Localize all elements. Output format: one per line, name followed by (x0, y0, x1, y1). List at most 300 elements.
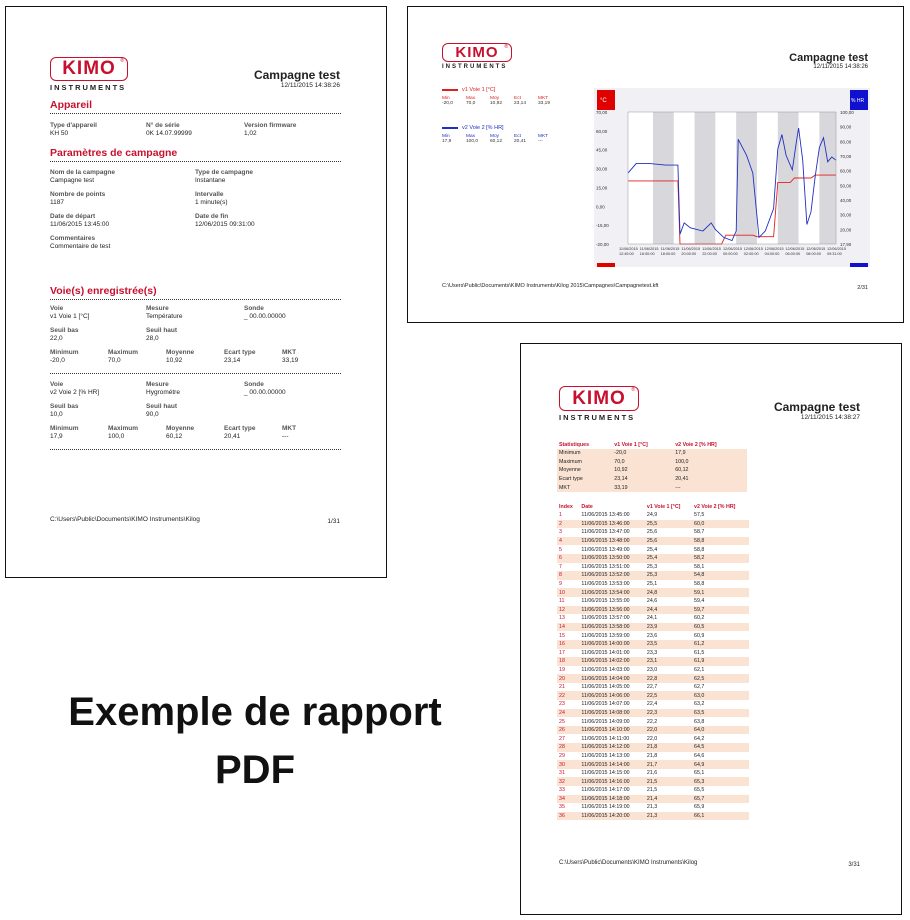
table-cell: 11/06/2015 14:09:00 (581, 718, 630, 725)
logo-text: KIMO (455, 44, 499, 61)
table-cell: 24 (557, 709, 579, 718)
page-title: Campagne test (773, 400, 860, 414)
legend-stat-head: Max (466, 96, 476, 101)
table-cell: 63,0 (692, 691, 749, 700)
table-row (557, 640, 749, 649)
channel-sonde-label: Sonde (244, 305, 264, 312)
table-cell: 4 (557, 537, 579, 546)
campaign-field-label: Date de fin (195, 213, 229, 220)
table-cell: 60,5 (692, 623, 749, 632)
table-cell: 11/06/2015 13:58:00 (579, 623, 645, 632)
channel-stat-value: 60,12 (166, 433, 183, 440)
table-cell: 65,9 (694, 804, 705, 811)
campaign-field (50, 235, 110, 251)
table-cell: 63,8 (694, 718, 705, 725)
legend-stat-head: Ect (514, 134, 521, 139)
table-cell: 25,5 (645, 520, 692, 529)
channel-stat-value: 33,19 (282, 357, 299, 364)
channel-stat (166, 425, 194, 441)
table-cell: 24,8 (645, 588, 692, 597)
table-cell: 11/06/2015 14:02:00 (579, 657, 645, 666)
channel-stat-value: 17,9 (50, 433, 63, 440)
table-cell: 19 (559, 666, 565, 673)
table-cell: 21 (559, 684, 565, 691)
table-cell: 22 (557, 691, 579, 700)
page-date: 12/11/2015 14:38:27 (800, 414, 860, 421)
channel-stat-value: 100,0 (108, 433, 125, 440)
channel-seuil-haut-value: 28,0 (146, 335, 159, 342)
campaign-field-label: Nombre de points (50, 191, 106, 198)
channel-stat-label: Moyenne (166, 349, 195, 356)
table-cell: 36 (557, 812, 579, 821)
channel-stat-value: 20,41 (224, 433, 241, 440)
right-tick-label: 80,00 (840, 139, 852, 145)
data-table (557, 502, 749, 820)
table-cell: 58,1 (694, 563, 705, 570)
table-cell: 30 (557, 760, 579, 769)
table-cell: 11/06/2015 14:08:00 (579, 709, 645, 718)
column-header: v2 Voie 2 [% HR] (694, 503, 736, 510)
table-cell: 12 (557, 606, 579, 615)
table-cell: 23,0 (646, 666, 658, 673)
table-cell: 11/06/2015 13:46:00 (579, 520, 645, 529)
channel-stat-label: Maximum (108, 349, 138, 356)
legend-stat-value: -20,0 (442, 101, 453, 106)
table-cell: Moyenne (557, 466, 612, 475)
table-row (557, 743, 749, 752)
table-cell: 24,4 (645, 606, 692, 615)
device-field-label: Type d'appareil (50, 122, 97, 129)
table-row (557, 786, 749, 795)
table-cell: 23,5 (645, 640, 692, 649)
channel-sonde (244, 305, 286, 321)
table-row (557, 666, 749, 675)
table-cell: 31 (559, 770, 565, 777)
table-cell: 17,9 (673, 449, 747, 458)
table-cell: 21,7 (645, 760, 692, 769)
x-tick-label: 02:00:00 (743, 252, 759, 256)
table-cell: 20,41 (673, 475, 747, 484)
x-tick-label: 11/06/2015 (702, 247, 721, 251)
table-cell: -20,0 (612, 449, 673, 458)
left-tick-label: 0,00 (596, 204, 605, 210)
table-row (557, 520, 749, 529)
table-cell: 66,1 (692, 812, 749, 821)
right-unit-bar (850, 263, 868, 267)
table-row (557, 545, 749, 554)
table-row (557, 580, 749, 589)
device-field-value: KH 50 (50, 130, 69, 137)
section-title-device: Appareil (50, 99, 93, 111)
table-cell: 23,3 (646, 649, 658, 656)
legend-entry (442, 125, 562, 144)
statistics-table (557, 440, 747, 492)
table-row (557, 614, 749, 623)
legend-stat-value: --- (538, 139, 543, 144)
table-cell: 58,8 (692, 537, 749, 546)
campaign-field-value: 1 minute(s) (195, 199, 228, 206)
campaign-field (195, 213, 255, 229)
table-row (557, 691, 749, 700)
table-cell: 22,0 (646, 735, 658, 742)
table-cell: 18 (557, 657, 579, 666)
legend-series-name: v1 Voie 1 [°C] (462, 87, 496, 93)
right-tick-label: 40,00 (840, 198, 852, 203)
kimo-logo (50, 57, 128, 92)
table-cell: 65,7 (692, 795, 749, 804)
table-cell: 24,1 (646, 615, 658, 622)
channel-stat-label: Moyenne (166, 425, 195, 432)
table-cell: 60,9 (694, 632, 705, 639)
right-tick-label: 90,00 (840, 124, 852, 130)
channel-sonde (244, 381, 286, 397)
right-tick-label: 50,00 (840, 183, 852, 189)
table-cell: 62,1 (694, 666, 705, 673)
table-cell: 11/06/2015 14:19:00 (581, 804, 630, 811)
table-row (557, 777, 749, 786)
channel-stat (108, 349, 138, 365)
campaign-field-value: Commentaire de test (50, 243, 111, 250)
table-cell: 9 (559, 581, 562, 588)
footer-path: C:\Users\Public\Documents\KIMO Instruments\Kilog 2015\Campagnes\Campagnetest.kft (442, 283, 659, 289)
left-tick-label: 70,00 (596, 110, 608, 115)
table-row (557, 631, 749, 640)
x-tick-label: 12/06/2015 (764, 247, 784, 251)
campaign-field-value: 11/06/2015 13:45:00 (50, 221, 110, 228)
table-row (557, 752, 749, 761)
legend-stat-value: 20,41 (514, 139, 527, 144)
channel-voie-value: v2 Voie 2 [% HR] (50, 389, 100, 396)
table-cell: 21,5 (646, 787, 658, 794)
legend-stat-value: 23,14 (514, 101, 527, 106)
column-header: v1 Voie 1 [°C] (614, 441, 648, 448)
channel-stat (50, 425, 79, 441)
left-tick-label: -20,00 (596, 242, 609, 247)
channel-mesure-label: Mesure (146, 305, 169, 312)
channel-stat-label: Ecart type (224, 425, 256, 432)
campaign-field-value: 1187 (50, 199, 64, 206)
table-row (557, 769, 749, 778)
table-cell: 34 (557, 795, 579, 804)
logo-subtitle: INSTRUMENTS (442, 64, 508, 70)
legend-stat-value: 60,12 (490, 139, 503, 144)
table-cell: 62,5 (692, 674, 749, 683)
table-cell: 33 (559, 787, 565, 794)
campaign-field-label: Commentaires (50, 235, 96, 242)
section-rule (50, 373, 341, 374)
table-cell: 22,8 (645, 674, 692, 683)
channel-stat-value: 10,92 (166, 357, 183, 364)
table-cell: 23,6 (646, 632, 658, 639)
table-row (557, 795, 749, 804)
table-header-row (557, 502, 749, 511)
table-cell: 8 (557, 571, 579, 580)
legend-series-name: v2 Voie 2 [% HR] (462, 125, 504, 131)
table-cell: 58,7 (694, 529, 705, 536)
table-cell: 54,8 (692, 571, 749, 580)
table-cell: MKT (557, 483, 612, 492)
table-cell: 23,14 (612, 475, 673, 484)
table-cell: 11/06/2015 13:50:00 (579, 554, 645, 563)
table-cell: 21,4 (645, 795, 692, 804)
channel-stat (108, 425, 138, 441)
table-cell: 11/06/2015 14:04:00 (579, 674, 645, 683)
logo-subtitle: INSTRUMENTS (559, 413, 636, 422)
x-tick-label: 16:00:00 (639, 252, 655, 256)
left-tick-label: 15,00 (596, 185, 608, 191)
table-cell: 11/06/2015 14:15:00 (581, 770, 630, 777)
campaign-field (50, 213, 109, 229)
table-cell: 63,5 (692, 709, 749, 718)
table-row (557, 760, 749, 769)
x-tick-label: 18:00:00 (660, 252, 676, 256)
page-title: Campagne test (789, 52, 868, 64)
line-chart (594, 88, 870, 267)
device-field (146, 122, 192, 138)
table-cell: 11/06/2015 13:48:00 (579, 537, 645, 546)
table-row (557, 597, 749, 606)
table-cell: 62,7 (694, 684, 705, 691)
legend-stat-head: MKT (538, 96, 549, 101)
table-cell: 23,9 (645, 623, 692, 632)
left-tick-label: 60,00 (596, 128, 608, 134)
kimo-logo (442, 43, 512, 70)
table-cell: 1 (559, 512, 562, 519)
table-cell: 64,2 (694, 735, 705, 742)
channel-seuil-bas-value: 22,0 (50, 335, 63, 342)
channel-mesure-value: Température (146, 313, 183, 320)
table-cell: 60,2 (694, 615, 705, 622)
table-cell: 64,0 (692, 726, 749, 735)
table-cell: 61,2 (692, 640, 749, 649)
table-cell: 58,8 (694, 546, 705, 553)
device-field-value: 1,02 (244, 130, 257, 137)
channel-seuil-haut (146, 327, 177, 343)
table-row (557, 700, 749, 709)
table-cell: 11/06/2015 14:05:00 (581, 684, 630, 691)
table-cell: 58,2 (692, 554, 749, 563)
logo-subtitle: INSTRUMENTS (50, 83, 127, 92)
campaign-field (195, 169, 253, 185)
table-cell: 13 (559, 615, 565, 622)
table-cell: 61,5 (694, 649, 705, 656)
legend-stat-value: 100,0 (466, 139, 479, 144)
night-band (819, 112, 836, 244)
table-cell: 59,7 (692, 606, 749, 615)
page-number: 3/31 (848, 862, 860, 868)
table-row (557, 537, 749, 546)
table-cell: 11/06/2015 14:18:00 (579, 795, 645, 804)
table-row (557, 528, 749, 537)
campaign-field-label: Intervalle (195, 191, 224, 198)
campaign-field (50, 191, 105, 207)
x-tick-label: 06:00:00 (785, 252, 801, 256)
section-title-channels: Voie(s) enregistrée(s) (50, 285, 157, 297)
page-number: 2/31 (857, 285, 868, 291)
table-cell: 21,8 (645, 743, 692, 752)
table-cell: 63,2 (694, 701, 705, 708)
right-tick-label: 30,00 (840, 212, 852, 218)
channel-stat-label: Maximum (108, 425, 138, 432)
table-cell: 22,2 (646, 718, 658, 725)
table-row (557, 458, 747, 467)
table-cell: 11/06/2015 13:47:00 (581, 529, 630, 536)
chart-area (594, 88, 870, 267)
table-cell: 22,4 (646, 701, 658, 708)
channel-sonde-value: _ 00.00.00000 (244, 313, 286, 320)
column-header: v1 Voie 1 [°C] (646, 503, 681, 510)
table-cell: 59,1 (692, 588, 749, 597)
table-cell: 60,12 (673, 466, 747, 475)
table-cell: 24,6 (646, 598, 658, 605)
section-rule (50, 449, 341, 450)
channel-seuil-haut-label: Seuil haut (146, 403, 178, 410)
channel-stat (282, 349, 298, 365)
x-tick-label: 11/06/2015 (681, 247, 701, 251)
right-tick-label: 17,90 (840, 242, 852, 247)
right-tick-label: 20,00 (840, 227, 852, 233)
table-row (557, 606, 749, 615)
x-tick-label: 00:00:00 (723, 252, 738, 256)
campaign-field-label: Nom de la campagne (50, 169, 116, 176)
table-row (557, 726, 749, 735)
logo-registered: ® (504, 44, 509, 50)
report-page-2 (407, 6, 904, 323)
channel-voie-label: Voie (50, 381, 64, 388)
legend-stat-head: Min (442, 134, 450, 139)
right-tick-label: 60,00 (840, 168, 852, 174)
x-tick-label: 11/06/2015 (639, 247, 659, 251)
channel-mesure (146, 381, 180, 397)
table-cell: 11/06/2015 13:53:00 (581, 581, 630, 588)
campaign-field-value: Campagne test (50, 177, 95, 184)
channel-stat-label: MKT (282, 349, 297, 356)
legend-swatch (442, 127, 458, 129)
logo-registered: ® (631, 387, 636, 393)
table-cell: 6 (557, 554, 579, 563)
x-tick-label: 12/06/2015 (827, 247, 847, 251)
caption-line-2: PDF (215, 748, 295, 792)
table-row (557, 511, 749, 520)
table-cell: Minimum (557, 449, 612, 458)
table-cell: 11/06/2015 14:14:00 (579, 760, 645, 769)
table-cell: Maximum (557, 458, 612, 467)
table-cell: 100,0 (673, 458, 747, 467)
campaign-field-label: Type de campagne (195, 169, 254, 176)
right-unit-label: % HR (851, 98, 865, 104)
x-tick-label: 12:45:00 (619, 252, 634, 256)
table-cell: 3 (559, 529, 562, 536)
table-cell: 25,4 (645, 554, 692, 563)
kimo-logo (559, 386, 639, 422)
table-cell: 11/06/2015 13:49:00 (581, 546, 630, 553)
table-cell: 22,5 (645, 691, 692, 700)
x-tick-label: 12/06/2015 (743, 247, 763, 251)
left-unit-label: °C (600, 98, 607, 104)
device-field-label: N° de série (146, 122, 180, 129)
channel-seuil-bas-label: Seuil bas (50, 327, 79, 334)
table-cell: 21,8 (646, 752, 658, 759)
right-tick-label: 70,00 (840, 154, 852, 159)
table-cell: 15 (559, 632, 565, 639)
table-cell: 57,5 (694, 512, 705, 519)
table-cell: 25,1 (646, 581, 658, 588)
x-tick-label: 20:00:00 (681, 252, 697, 256)
device-field-value: 0K 14.07.99999 (146, 130, 192, 137)
table-cell: 29 (559, 752, 565, 759)
table-row (557, 483, 747, 492)
channel-stat (166, 349, 194, 365)
campaign-field (195, 191, 228, 207)
table-cell: 23,1 (645, 657, 692, 666)
table-cell: 23 (559, 701, 565, 708)
section-rule (50, 161, 341, 162)
x-tick-label: 12/06/2015 (785, 247, 805, 251)
table-cell: 11/06/2015 14:07:00 (581, 701, 630, 708)
table-row (557, 683, 749, 692)
channel-stat-label: MKT (282, 425, 297, 432)
table-cell: 11/06/2015 13:57:00 (581, 615, 630, 622)
channel-stat (224, 425, 255, 441)
table-row (557, 674, 749, 683)
table-cell: 25,4 (646, 546, 658, 553)
footer-path: C:\Users\Public\Documents\KIMO Instruments\Kilog (559, 860, 698, 866)
table-row (557, 734, 749, 743)
channel-stat (224, 349, 255, 365)
x-tick-label: 08:00:00 (806, 252, 821, 256)
table-cell: 10 (557, 588, 579, 597)
table-row (557, 717, 749, 726)
table-cell: 60,0 (692, 520, 749, 529)
night-band (653, 112, 674, 244)
table-cell: 25,6 (646, 529, 658, 536)
table-cell: 2 (557, 520, 579, 529)
left-tick-label: 45,00 (596, 147, 608, 153)
table-cell: 64,5 (692, 743, 749, 752)
x-tick-label: 12/06/2015 (806, 247, 826, 251)
channel-voie-label: Voie (50, 305, 64, 312)
table-cell: 11/06/2015 14:12:00 (579, 743, 645, 752)
x-tick-label: 12/06/2015 (723, 247, 743, 251)
page-title: Campagne test (253, 68, 340, 82)
table-cell: 64,9 (692, 760, 749, 769)
channel-stat-label: Minimum (50, 349, 79, 356)
x-tick-label: 04:00:00 (764, 252, 780, 256)
device-field-label: Version firmware (244, 122, 297, 129)
table-cell: 22,0 (645, 726, 692, 735)
table-cell: 11/06/2015 14:11:00 (581, 735, 630, 742)
campaign-field-value: 12/06/2015 09:31:00 (195, 221, 255, 228)
table-row (557, 649, 749, 658)
table-cell: 11/06/2015 14:20:00 (579, 812, 645, 821)
table-row (557, 709, 749, 718)
table-cell: 11/06/2015 14:16:00 (579, 777, 645, 786)
channel-stat-value: 23,14 (224, 357, 241, 364)
logo-text: KIMO (572, 387, 626, 409)
legend-stat-value: 17,9 (442, 139, 452, 144)
table-row (557, 466, 747, 475)
channel-seuil-bas-label: Seuil bas (50, 403, 79, 410)
campaign-field-value: Instantane (195, 177, 226, 184)
legend-entry (442, 87, 562, 106)
channel-seuil-haut-label: Seuil haut (146, 327, 178, 334)
logo-registered: ® (120, 58, 125, 64)
table-cell: 25 (559, 718, 565, 725)
table-cell: 11/06/2015 14:03:00 (581, 666, 630, 673)
section-rule (50, 299, 341, 300)
x-tick-label: 22:00:00 (702, 252, 717, 256)
channel-stat-label: Minimum (50, 425, 79, 432)
